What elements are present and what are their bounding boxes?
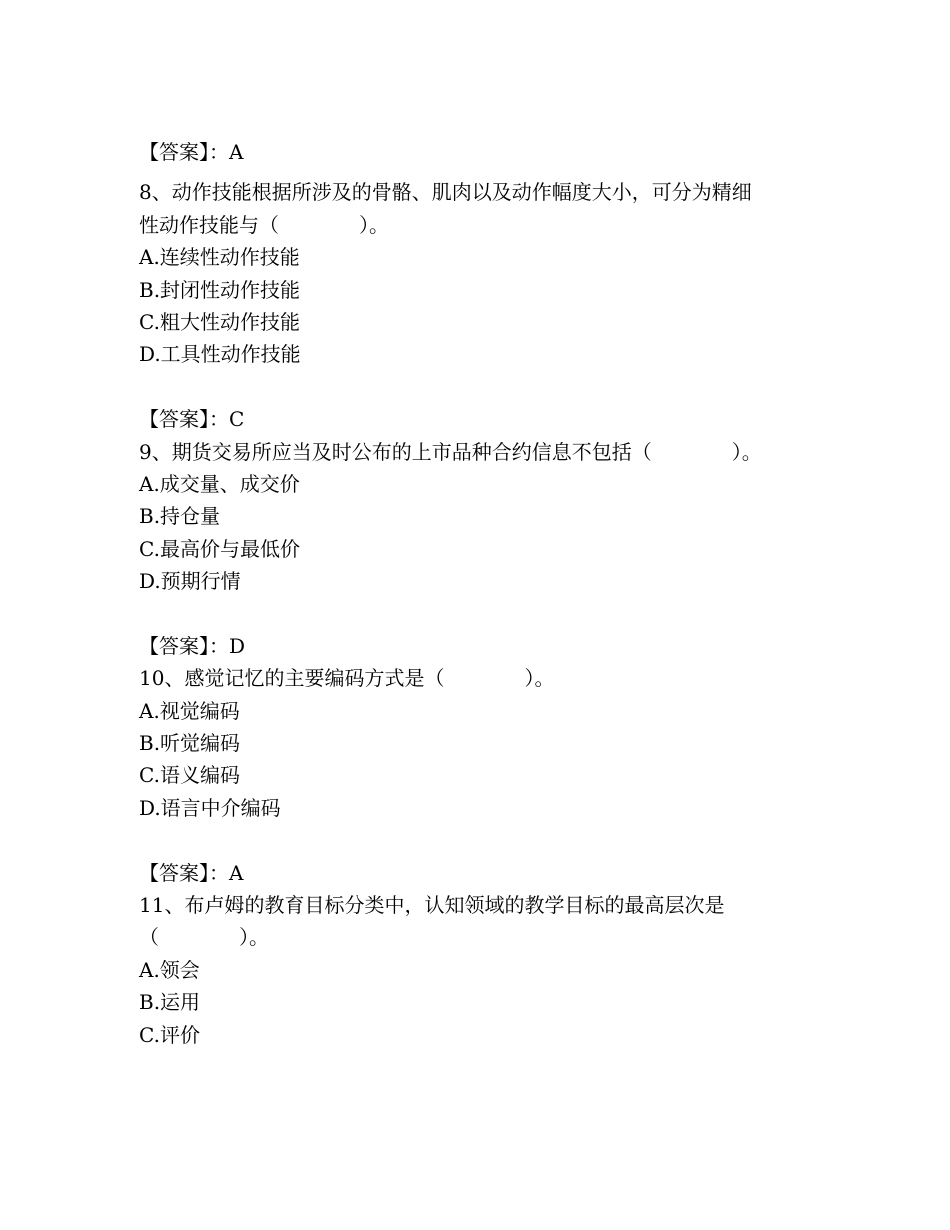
answer-q10: 【答案】：A bbox=[139, 860, 244, 885]
question-11-stem-line1: 11、布卢姆的教育目标分类中，认知领域的教学目标的最高层次是 bbox=[139, 892, 725, 917]
question-8-stem-line2: 性动作技能与（ ）。 bbox=[139, 212, 389, 237]
question-9-option-a: A.成交量、成交价 bbox=[139, 471, 300, 496]
question-8-option-c: C.粗大性动作技能 bbox=[139, 309, 300, 334]
answer-q8: 【答案】：C bbox=[139, 407, 245, 432]
spacer bbox=[139, 824, 819, 856]
spacer bbox=[139, 168, 819, 176]
question-9-option-c: C.最高价与最低价 bbox=[139, 536, 300, 561]
question-11-option-c: C.评价 bbox=[139, 1022, 200, 1047]
question-11-option-a: A.领会 bbox=[139, 957, 200, 982]
answer-q7: 【答案】：A bbox=[139, 140, 244, 164]
question-9-option-b: B.持仓量 bbox=[139, 504, 221, 529]
question-9-option-d: D.预期行情 bbox=[139, 569, 241, 594]
question-8-option-a: A.连续性动作技能 bbox=[139, 245, 300, 270]
question-9-stem-line1: 9、期货交易所应当及时公布的上市品种合约信息不包括（ ）。 bbox=[139, 439, 762, 464]
spacer bbox=[139, 597, 819, 629]
question-10-option-b: B.听觉编码 bbox=[139, 731, 241, 756]
question-11-stem-line2: （ ）。 bbox=[139, 925, 269, 950]
answer-q9: 【答案】：D bbox=[139, 633, 246, 658]
question-8-option-d: D.工具性动作技能 bbox=[139, 342, 301, 367]
question-8-option-b: B.封闭性动作技能 bbox=[139, 277, 301, 302]
question-10-option-a: A.视觉编码 bbox=[139, 698, 240, 723]
question-10-option-d: D.语言中介编码 bbox=[139, 795, 281, 820]
exam-page bbox=[139, 136, 819, 1051]
question-10-option-c: C.语义编码 bbox=[139, 763, 240, 788]
question-11-option-b: B.运用 bbox=[139, 990, 201, 1015]
question-8-stem-line1: 8、动作技能根据所涉及的骨骼、肌肉以及动作幅度大小，可分为精细 bbox=[139, 180, 752, 205]
spacer bbox=[139, 371, 819, 403]
question-10-stem-line1: 10、感觉记忆的主要编码方式是（ ）。 bbox=[139, 666, 555, 691]
